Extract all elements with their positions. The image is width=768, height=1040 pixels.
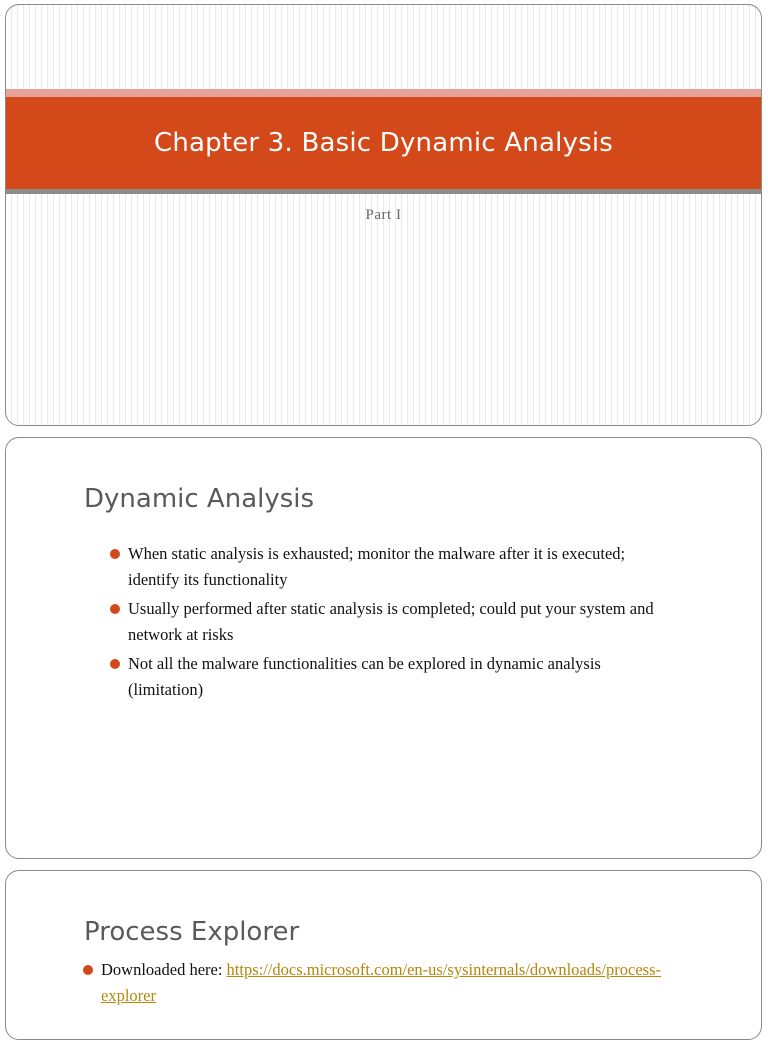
- title-band: [6, 97, 761, 189]
- bullet-text: When static analysis is exhausted; monitor the malware after it is executed; identify its functionality: [128, 544, 626, 589]
- bullet-list: [110, 541, 680, 706]
- title-slide: [5, 4, 762, 426]
- bullet-icon: [110, 659, 120, 669]
- title-band-divider: [6, 189, 761, 194]
- list-item: [110, 541, 680, 593]
- process-explorer-slide: [5, 870, 762, 1040]
- bullet-icon: [110, 549, 120, 559]
- slide-heading: Process Explorer: [84, 917, 300, 947]
- bullet-icon: [83, 965, 93, 975]
- slide-subtitle: Part I: [365, 207, 402, 223]
- bullet-list: [83, 957, 683, 1012]
- bullet-text: Usually performed after static analysis is completed; could put your system and network at risks: [128, 599, 654, 644]
- slide-heading: Dynamic Analysis: [84, 484, 315, 514]
- slide-title: Chapter 3. Basic Dynamic Analysis: [153, 128, 614, 158]
- list-item: [110, 651, 680, 703]
- dynamic-analysis-slide: [5, 437, 762, 859]
- bullet-text: Not all the malware functionalities can be explored in dynamic analysis (limitation): [128, 654, 601, 699]
- list-item: [83, 957, 683, 1009]
- download-link[interactable]: https://docs.microsoft.com/en-us/sysinternals/downloads/process-explorer: [101, 960, 661, 1005]
- bullet-icon: [110, 604, 120, 614]
- title-band-accent-stripe: [6, 89, 761, 97]
- list-item: [110, 596, 680, 648]
- bullet-text: Downloaded here:: [101, 960, 227, 979]
